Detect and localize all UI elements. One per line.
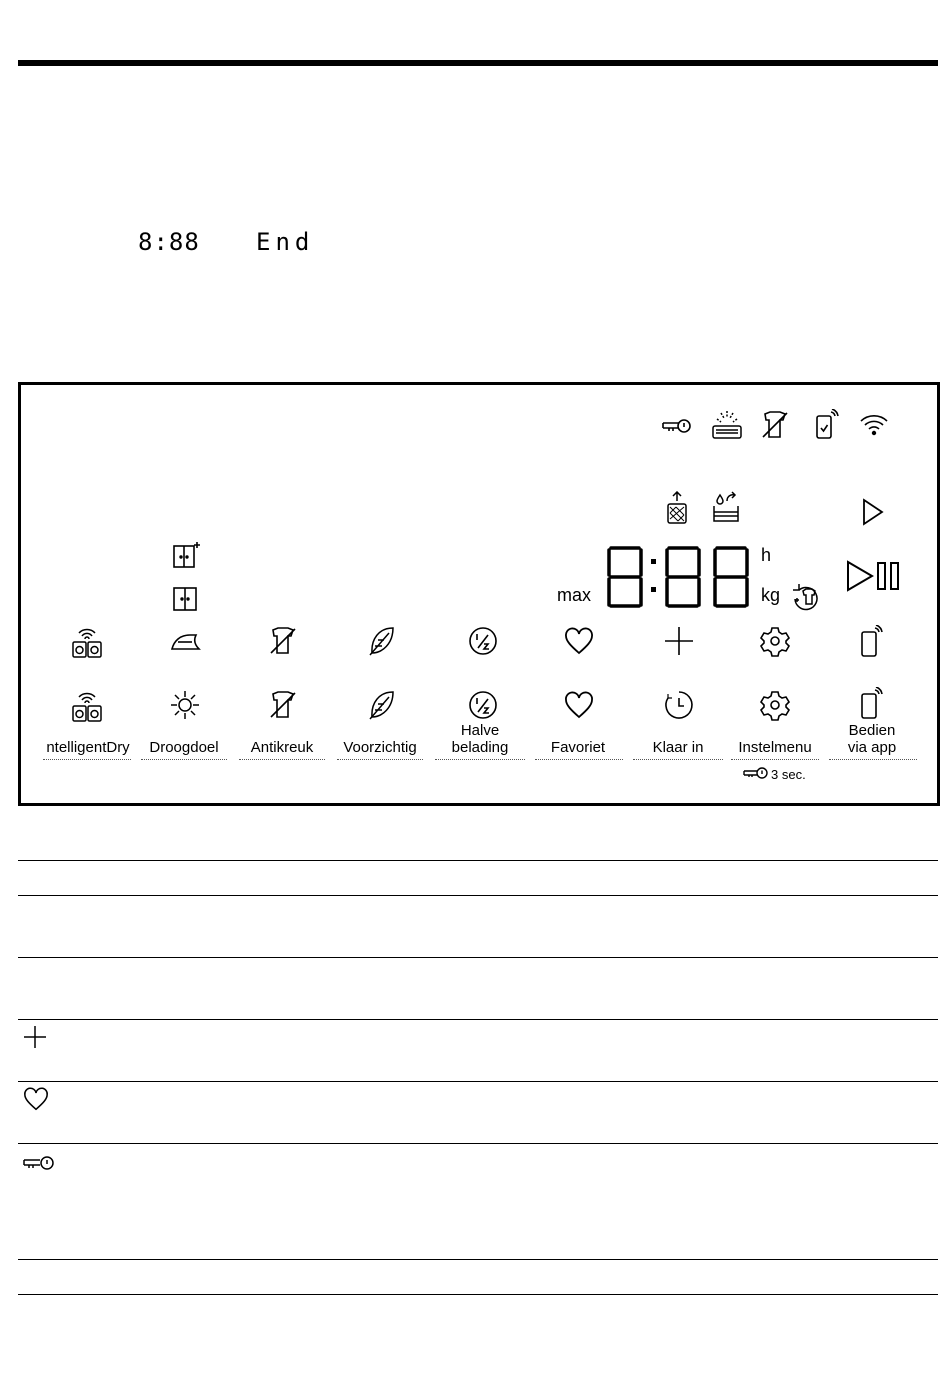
settings-menu-button[interactable]: Instelmenu [738, 739, 812, 756]
sun-icon [169, 689, 201, 721]
phone-remote-icon [859, 625, 885, 659]
anti-crease-icon [267, 625, 299, 657]
button-underline [829, 759, 917, 760]
remote-start-icon [813, 409, 841, 441]
half-load-button-line1[interactable]: Halve [460, 722, 500, 739]
top-rule [18, 60, 938, 66]
start-pause-button[interactable] [845, 559, 903, 593]
plus-icon [663, 625, 695, 657]
button-underline [731, 759, 819, 760]
plus-icon [22, 1024, 48, 1050]
intelligentdry-icon [71, 689, 103, 723]
button-underline [633, 759, 723, 760]
table-rule [18, 1143, 938, 1144]
gear-icon [759, 689, 791, 721]
button-underline [337, 759, 423, 760]
main-time-display [605, 545, 753, 609]
unit-hours: h [761, 545, 772, 565]
key-lock-icon [743, 765, 769, 781]
condenser-rinse-icon [711, 409, 743, 441]
cupboard-dry-icon [171, 585, 199, 613]
phone-remote-icon [859, 687, 885, 721]
key-lock-icon [22, 1154, 56, 1172]
unit-kg: kg [761, 585, 781, 605]
anti-crease-icon [759, 409, 791, 441]
delicate-button[interactable]: Voorzichtig [343, 739, 417, 756]
table-rule [18, 860, 938, 861]
start-icon[interactable] [861, 497, 885, 527]
button-underline [141, 759, 227, 760]
table-rule [18, 957, 938, 958]
filter-basket-icon [663, 491, 691, 525]
drying-target-button[interactable]: Droogdoel [149, 739, 219, 756]
wifi-icon [859, 413, 889, 437]
button-underline [239, 759, 325, 760]
ready-in-button[interactable]: Klaar in [652, 739, 704, 756]
water-tank-empty-icon [711, 491, 741, 525]
intelligentdry-button[interactable]: ntelligentDry [46, 739, 130, 756]
display-prefix: max [557, 585, 592, 605]
table-rule [18, 1081, 938, 1082]
heart-icon [563, 627, 595, 655]
table-rule [18, 1259, 938, 1260]
button-underline [43, 759, 131, 760]
table-rule [18, 895, 938, 896]
remote-app-button-line1[interactable]: Bedien [848, 722, 896, 739]
anti-crease-button[interactable]: Antikreuk [250, 739, 314, 756]
button-underline [535, 759, 623, 760]
feather-icon [367, 689, 397, 721]
clock-icon [663, 689, 695, 721]
iron-icon [169, 629, 203, 655]
time-display-example: 8:88 [138, 228, 200, 256]
settings-hold-hint: 3 sec. [771, 767, 806, 782]
table-rule [18, 1019, 938, 1020]
half-load-icon [467, 625, 499, 657]
end-display-example: End [256, 228, 315, 256]
refresh-shirt-icon [791, 581, 823, 611]
button-underline [435, 759, 525, 760]
cupboard-dry-plus-icon [171, 541, 201, 569]
anti-crease-icon [267, 689, 299, 721]
gear-icon [759, 625, 791, 657]
control-panel [18, 382, 940, 806]
favorite-button[interactable]: Favoriet [550, 739, 606, 756]
remote-app-button-line2[interactable]: via app [847, 739, 897, 756]
half-load-icon [467, 689, 499, 721]
table-rule [18, 1294, 938, 1295]
key-lock-icon [661, 415, 693, 437]
feather-icon [367, 625, 397, 657]
heart-icon [22, 1087, 50, 1111]
intelligentdry-icon [71, 625, 103, 659]
heart-icon [563, 691, 595, 719]
half-load-button-line2[interactable]: belading [451, 739, 509, 756]
